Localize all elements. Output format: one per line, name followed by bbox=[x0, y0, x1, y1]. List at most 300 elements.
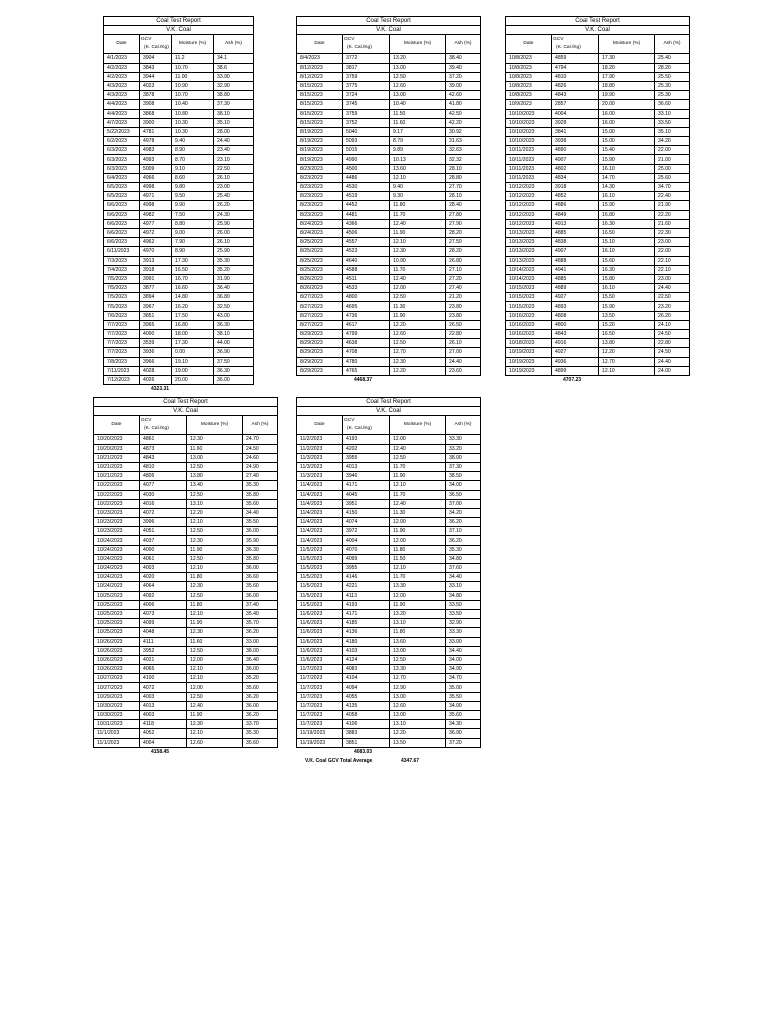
ash-cell: 34.40 bbox=[446, 646, 481, 655]
ash-cell: 36.20 bbox=[446, 536, 481, 545]
gcv-column-header bbox=[343, 35, 390, 54]
date-cell: 10/27/2023 bbox=[94, 674, 140, 683]
table-row bbox=[506, 339, 690, 348]
report-table-4-block bbox=[93, 397, 278, 757]
table-row bbox=[506, 72, 690, 81]
table-row bbox=[506, 210, 690, 219]
table-row bbox=[297, 481, 481, 490]
gcv-cell: 4171 bbox=[343, 609, 390, 618]
table-row bbox=[104, 219, 254, 228]
moisture-cell: 15.40 bbox=[599, 146, 655, 155]
moisture-cell: 12.20 bbox=[390, 729, 446, 738]
date-cell: 8/24/2023 bbox=[297, 219, 343, 228]
table-row bbox=[104, 63, 254, 72]
table-row bbox=[94, 490, 278, 499]
table-row bbox=[104, 54, 254, 63]
gcv-cell: 4885 bbox=[552, 228, 599, 237]
table-row bbox=[94, 573, 278, 582]
gcv-cell: 4064 bbox=[140, 582, 187, 591]
ash-cell: 28.00 bbox=[214, 127, 254, 136]
ash-cell: 35.30 bbox=[243, 481, 278, 490]
table-row bbox=[297, 183, 481, 192]
date-cell: 10/21/2023 bbox=[94, 472, 140, 481]
date-cell: 4/3/2023 bbox=[104, 81, 140, 90]
ash-cell: 28.20 bbox=[655, 63, 690, 72]
date-cell: 8/29/2023 bbox=[297, 366, 343, 375]
table-row bbox=[297, 238, 481, 247]
ash-cell: 21.20 bbox=[446, 293, 481, 302]
moisture-cell: 16.50 bbox=[599, 228, 655, 237]
table-row bbox=[297, 137, 481, 146]
date-cell: 7/11/2023 bbox=[104, 366, 140, 375]
table-row bbox=[506, 155, 690, 164]
table-row bbox=[297, 490, 481, 499]
table-row bbox=[297, 155, 481, 164]
moisture-cell: 12.60 bbox=[390, 81, 446, 90]
gcv-cell: 4849 bbox=[552, 210, 599, 219]
date-cell: 6/6/2023 bbox=[104, 238, 140, 247]
gcv-cell: 3877 bbox=[140, 284, 172, 293]
table-row bbox=[104, 72, 254, 81]
gcv-cell: 4977 bbox=[140, 219, 172, 228]
gcv-cell: 4800 bbox=[343, 293, 390, 302]
moisture-cell: 11.50 bbox=[390, 109, 446, 118]
date-cell: 7/6/2023 bbox=[104, 311, 140, 320]
moisture-cell: 13.00 bbox=[187, 453, 243, 462]
moisture-cell: 12.00 bbox=[390, 435, 446, 444]
moisture-cell: 13.00 bbox=[390, 692, 446, 701]
moisture-cell: 0.00 bbox=[172, 348, 214, 357]
table-row bbox=[297, 527, 481, 536]
ash-cell: 41.80 bbox=[446, 100, 481, 109]
table-row bbox=[104, 247, 254, 256]
table-row bbox=[104, 284, 254, 293]
date-cell: 11/5/2023 bbox=[297, 573, 343, 582]
table-row bbox=[94, 619, 278, 628]
table-row bbox=[94, 536, 278, 545]
ash-cell: 28.10 bbox=[446, 192, 481, 201]
table-row bbox=[297, 118, 481, 127]
table-row bbox=[94, 582, 278, 591]
date-cell: 10/19/2023 bbox=[506, 366, 552, 375]
supplier-name: V.K. Coal bbox=[297, 26, 481, 35]
ash-cell: 38.6 bbox=[214, 63, 254, 72]
ash-cell: 27.00 bbox=[446, 348, 481, 357]
ash-cell: 42.20 bbox=[446, 118, 481, 127]
gcv-cell: 4452 bbox=[343, 201, 390, 210]
report-title: Coal Test Report bbox=[297, 17, 481, 26]
table-row bbox=[94, 655, 278, 664]
gcv-cell: 4113 bbox=[343, 591, 390, 600]
table-row bbox=[104, 357, 254, 366]
ash-cell: 25.40 bbox=[655, 54, 690, 63]
gcv-cell: 4486 bbox=[343, 173, 390, 182]
ash-cell: 32.32 bbox=[446, 155, 481, 164]
table-row bbox=[506, 118, 690, 127]
gcv-cell: 4104 bbox=[343, 674, 390, 683]
table-row bbox=[297, 738, 481, 747]
gcv-cell: 4899 bbox=[552, 366, 599, 375]
date-cell: 10/24/2023 bbox=[94, 582, 140, 591]
date-cell: 8/15/2023 bbox=[297, 91, 343, 100]
coal-test-table bbox=[296, 16, 481, 376]
date-cell: 11/6/2023 bbox=[297, 628, 343, 637]
table-row bbox=[104, 109, 254, 118]
moisture-cell: 17.90 bbox=[599, 72, 655, 81]
ash-cell: 24.40 bbox=[214, 137, 254, 146]
ash-cell: 22.80 bbox=[655, 339, 690, 348]
gcv-cell: 4073 bbox=[140, 609, 187, 618]
date-cell: 8/19/2023 bbox=[297, 155, 343, 164]
moisture-cell: 12.10 bbox=[390, 238, 446, 247]
date-cell: 4/1/2023 bbox=[104, 54, 140, 63]
moisture-cell: 12.10 bbox=[599, 366, 655, 375]
table-row bbox=[297, 444, 481, 453]
table-row bbox=[104, 330, 254, 339]
ash-cell: 35.10 bbox=[655, 127, 690, 136]
ash-cell: 38.10 bbox=[214, 109, 254, 118]
ash-cell: 24.40 bbox=[655, 284, 690, 293]
gcv-cell: 4765 bbox=[343, 366, 390, 375]
moisture-cell: 8.70 bbox=[172, 155, 214, 164]
gcv-cell: 3913 bbox=[140, 256, 172, 265]
gcv-cell: 3817 bbox=[343, 63, 390, 72]
gcv-average-value: 4323.31 bbox=[151, 386, 170, 393]
table-row bbox=[297, 173, 481, 182]
table-row bbox=[297, 582, 481, 591]
gcv-cell: 4805 bbox=[140, 472, 187, 481]
moisture-cell: 12.20 bbox=[390, 366, 446, 375]
table-header-row bbox=[506, 35, 690, 54]
ash-cell: 34.70 bbox=[655, 183, 690, 192]
table-row bbox=[506, 137, 690, 146]
date-cell: 11/5/2023 bbox=[297, 600, 343, 609]
total-average-value: 4347.67 bbox=[401, 758, 420, 764]
date-cell: 4/2/2023 bbox=[104, 63, 140, 72]
date-cell: 6/3/2023 bbox=[104, 164, 140, 173]
date-cell: 6/5/2023 bbox=[104, 192, 140, 201]
moisture-cell: 12.50 bbox=[390, 72, 446, 81]
date-cell: 11/5/2023 bbox=[297, 564, 343, 573]
gcv-cell: 4013 bbox=[140, 701, 187, 710]
gcv-cell: 4100 bbox=[140, 674, 187, 683]
moisture-cell: 16.10 bbox=[599, 192, 655, 201]
ash-cell: 35.60 bbox=[243, 499, 278, 508]
supplier-name: V.K. Coal bbox=[104, 26, 254, 35]
moisture-cell: 18.80 bbox=[599, 81, 655, 90]
moisture-cell: 15.60 bbox=[599, 256, 655, 265]
gcv-header-line1: GCV bbox=[141, 418, 152, 424]
date-cell: 11/3/2023 bbox=[297, 453, 343, 462]
ash-cell: 22.50 bbox=[655, 293, 690, 302]
gcv-cell: 4873 bbox=[140, 444, 187, 453]
ash-column-header: Ash (%) bbox=[655, 35, 690, 54]
table-row bbox=[506, 330, 690, 339]
ash-cell: 35.20 bbox=[243, 674, 278, 683]
report-table-3-block bbox=[505, 16, 690, 385]
moisture-cell: 15.90 bbox=[599, 155, 655, 164]
ash-cell: 35.20 bbox=[214, 265, 254, 274]
date-cell: 10/11/2023 bbox=[506, 155, 552, 164]
ash-cell: 24.50 bbox=[655, 330, 690, 339]
date-cell: 11/7/2023 bbox=[297, 692, 343, 701]
ash-cell: 26.00 bbox=[214, 228, 254, 237]
ash-cell: 36.20 bbox=[446, 518, 481, 527]
ash-cell: 25.90 bbox=[214, 247, 254, 256]
gcv-cell: 4065 bbox=[140, 665, 187, 674]
gcv-cell: 5040 bbox=[343, 127, 390, 136]
ash-cell: 33.90 bbox=[214, 72, 254, 81]
table-row bbox=[506, 100, 690, 109]
gcv-cell: 4013 bbox=[343, 462, 390, 471]
gcv-header-line1: GCV bbox=[141, 37, 152, 43]
table-row bbox=[506, 284, 690, 293]
date-cell: 10/21/2023 bbox=[94, 462, 140, 471]
table-row bbox=[94, 711, 278, 720]
moisture-cell: 11.90 bbox=[187, 545, 243, 554]
date-cell: 10/27/2023 bbox=[94, 683, 140, 692]
date-cell: 11/2/2023 bbox=[297, 444, 343, 453]
moisture-cell: 15.50 bbox=[599, 293, 655, 302]
date-cell: 10/16/2023 bbox=[506, 320, 552, 329]
moisture-cell: 11.70 bbox=[390, 210, 446, 219]
ash-cell: 35.30 bbox=[214, 256, 254, 265]
date-cell: 11/4/2023 bbox=[297, 527, 343, 536]
table-row bbox=[104, 228, 254, 237]
ash-cell: 21.00 bbox=[655, 155, 690, 164]
moisture-cell: 19.90 bbox=[599, 91, 655, 100]
gcv-cell: 4135 bbox=[343, 701, 390, 710]
moisture-cell: 12.60 bbox=[390, 330, 446, 339]
ash-cell: 35.50 bbox=[243, 518, 278, 527]
coal-test-table bbox=[93, 397, 278, 748]
moisture-cell: 11.70 bbox=[390, 462, 446, 471]
date-cell: 10/11/2023 bbox=[506, 164, 552, 173]
moisture-cell: 12.00 bbox=[390, 536, 446, 545]
date-cell: 6/11/2023 bbox=[104, 247, 140, 256]
gcv-cell: 4780 bbox=[343, 357, 390, 366]
gcv-cell: 4998 bbox=[140, 201, 172, 210]
date-cell: 10/8/2023 bbox=[506, 72, 552, 81]
gcv-cell: 4519 bbox=[343, 192, 390, 201]
gcv-cell: 4072 bbox=[140, 683, 187, 692]
moisture-cell: 12.00 bbox=[187, 683, 243, 692]
table-row bbox=[94, 527, 278, 536]
moisture-cell: 11.70 bbox=[390, 490, 446, 499]
date-cell: 8/23/2023 bbox=[297, 192, 343, 201]
moisture-cell: 12.30 bbox=[390, 247, 446, 256]
date-cell: 10/22/2023 bbox=[94, 490, 140, 499]
gcv-cell: 4006 bbox=[140, 600, 187, 609]
table-row bbox=[297, 646, 481, 655]
moisture-cell: 9.89 bbox=[390, 146, 446, 155]
moisture-cell: 16.00 bbox=[599, 118, 655, 127]
gcv-cell: 4026 bbox=[140, 375, 172, 384]
date-cell: 10/25/2023 bbox=[94, 609, 140, 618]
ash-cell: 34.90 bbox=[446, 665, 481, 674]
table-row bbox=[104, 265, 254, 274]
date-cell: 8/15/2023 bbox=[297, 81, 343, 90]
ash-column-header: Ash (%) bbox=[214, 35, 254, 54]
gcv-cell: 4000 bbox=[140, 545, 187, 554]
moisture-cell: 16.70 bbox=[172, 274, 214, 283]
gcv-cell: 2857 bbox=[552, 100, 599, 109]
ash-cell: 35.40 bbox=[243, 609, 278, 618]
gcv-cell: 4978 bbox=[140, 137, 172, 146]
gcv-cell: 4106 bbox=[343, 720, 390, 729]
moisture-cell: 8.79 bbox=[390, 137, 446, 146]
ash-cell: 38.00 bbox=[446, 453, 481, 462]
date-cell: 10/25/2023 bbox=[94, 600, 140, 609]
gcv-cell: 4941 bbox=[552, 265, 599, 274]
moisture-cell: 12.70 bbox=[599, 357, 655, 366]
ash-cell: 34.20 bbox=[446, 508, 481, 517]
gcv-cell: 4843 bbox=[552, 91, 599, 100]
gcv-cell: 4074 bbox=[343, 518, 390, 527]
gcv-cell: 4058 bbox=[343, 711, 390, 720]
ash-cell: 23.20 bbox=[655, 302, 690, 311]
gcv-header-line2: (K. Cal./Kg) bbox=[347, 45, 372, 51]
moisture-cell: 9.80 bbox=[172, 183, 214, 192]
moisture-cell: 13.00 bbox=[390, 646, 446, 655]
moisture-cell: 16.60 bbox=[172, 284, 214, 293]
gcv-cell: 3972 bbox=[343, 527, 390, 536]
date-cell: 10/10/2023 bbox=[506, 118, 552, 127]
moisture-cell: 12.30 bbox=[187, 628, 243, 637]
date-cell: 8/27/2023 bbox=[297, 293, 343, 302]
table-row bbox=[104, 238, 254, 247]
moisture-cell: 15.90 bbox=[599, 302, 655, 311]
date-cell: 11/6/2023 bbox=[297, 655, 343, 664]
ash-cell: 24.60 bbox=[243, 453, 278, 462]
table-row bbox=[297, 508, 481, 517]
gcv-cell: 4695 bbox=[343, 302, 390, 311]
ash-cell: 25.30 bbox=[655, 81, 690, 90]
report-table-1-block bbox=[103, 16, 254, 394]
gcv-cell: 3724 bbox=[343, 91, 390, 100]
date-column-header: Date bbox=[104, 35, 140, 54]
table-row bbox=[506, 357, 690, 366]
gcv-cell: 4640 bbox=[343, 256, 390, 265]
table-row bbox=[94, 729, 278, 738]
date-cell: 8/29/2023 bbox=[297, 339, 343, 348]
table-row bbox=[297, 683, 481, 692]
ash-cell: 36.30 bbox=[214, 366, 254, 375]
ash-cell: 36.40 bbox=[243, 655, 278, 664]
gcv-cell: 4136 bbox=[343, 628, 390, 637]
ash-cell: 34.00 bbox=[446, 655, 481, 664]
date-cell: 10/13/2023 bbox=[506, 228, 552, 237]
moisture-cell: 12.00 bbox=[187, 655, 243, 664]
gcv-cell: 3952 bbox=[140, 646, 187, 655]
table-row bbox=[297, 219, 481, 228]
gcv-header-line2: (K. Cal./Kg) bbox=[347, 426, 372, 432]
gcv-cell: 3991 bbox=[140, 274, 172, 283]
table-row bbox=[104, 183, 254, 192]
table-row bbox=[506, 247, 690, 256]
moisture-cell: 16.10 bbox=[599, 164, 655, 173]
ash-cell: 34.00 bbox=[446, 481, 481, 490]
moisture-cell: 15.20 bbox=[599, 320, 655, 329]
date-cell: 10/23/2023 bbox=[94, 508, 140, 517]
gcv-cell: 4781 bbox=[140, 127, 172, 136]
moisture-cell: 12.10 bbox=[187, 674, 243, 683]
ash-cell: 23.60 bbox=[446, 366, 481, 375]
gcv-cell: 4021 bbox=[140, 655, 187, 664]
table-row bbox=[104, 256, 254, 265]
moisture-cell: 16.80 bbox=[599, 210, 655, 219]
gcv-cell: 4736 bbox=[343, 311, 390, 320]
moisture-cell: 12.30 bbox=[390, 357, 446, 366]
date-cell: 10/24/2023 bbox=[94, 536, 140, 545]
date-cell: 10/20/2023 bbox=[94, 444, 140, 453]
gcv-cell: 4617 bbox=[343, 320, 390, 329]
date-cell: 4/4/2023 bbox=[104, 100, 140, 109]
moisture-cell: 7.50 bbox=[172, 210, 214, 219]
table-row bbox=[94, 518, 278, 527]
moisture-cell: 12.50 bbox=[187, 646, 243, 655]
date-cell: 8/12/2023 bbox=[297, 72, 343, 81]
moisture-cell: 11.90 bbox=[187, 711, 243, 720]
table-row bbox=[94, 435, 278, 444]
ash-cell: 35.60 bbox=[243, 738, 278, 747]
ash-cell: 28.80 bbox=[446, 173, 481, 182]
ash-cell: 21.60 bbox=[655, 219, 690, 228]
date-cell: 11/1/2023 bbox=[94, 729, 140, 738]
table-row bbox=[297, 674, 481, 683]
table-row bbox=[297, 573, 481, 582]
table-row bbox=[506, 146, 690, 155]
ash-cell: 24.40 bbox=[446, 357, 481, 366]
table-header-row bbox=[94, 416, 278, 435]
ash-cell: 22.00 bbox=[655, 247, 690, 256]
table-row bbox=[506, 192, 690, 201]
moisture-cell: 12.10 bbox=[187, 665, 243, 674]
moisture-cell: 12.10 bbox=[187, 729, 243, 738]
gcv-cell: 4523 bbox=[343, 247, 390, 256]
ash-cell: 34.40 bbox=[243, 508, 278, 517]
ash-column-header: Ash (%) bbox=[446, 416, 481, 435]
moisture-column-header: Moisture (%) bbox=[599, 35, 655, 54]
date-cell: 7/4/2023 bbox=[104, 265, 140, 274]
table-row bbox=[94, 628, 278, 637]
gcv-cell: 4004 bbox=[140, 738, 187, 747]
date-cell: 10/13/2023 bbox=[506, 247, 552, 256]
date-cell: 11/4/2023 bbox=[297, 536, 343, 545]
gcv-cell: 4094 bbox=[343, 683, 390, 692]
moisture-cell: 12.50 bbox=[187, 591, 243, 600]
gcv-cell: 4533 bbox=[343, 284, 390, 293]
moisture-cell: 12.50 bbox=[187, 554, 243, 563]
moisture-cell: 12.20 bbox=[390, 320, 446, 329]
gcv-cell: 4506 bbox=[343, 228, 390, 237]
date-cell: 7/8/2023 bbox=[104, 357, 140, 366]
moisture-cell: 12.10 bbox=[187, 518, 243, 527]
ash-cell: 26.10 bbox=[214, 238, 254, 247]
date-cell: 10/26/2023 bbox=[94, 665, 140, 674]
moisture-cell: 13.50 bbox=[390, 738, 446, 747]
ash-cell: 26.10 bbox=[214, 173, 254, 182]
date-cell: 8/26/2023 bbox=[297, 274, 343, 283]
gcv-cell: 4885 bbox=[552, 274, 599, 283]
table-row bbox=[297, 619, 481, 628]
moisture-cell: 12.50 bbox=[390, 339, 446, 348]
ash-cell: 22.10 bbox=[655, 256, 690, 265]
table-row bbox=[94, 665, 278, 674]
moisture-cell: 12.60 bbox=[390, 701, 446, 710]
table-row bbox=[297, 600, 481, 609]
date-cell: 10/12/2023 bbox=[506, 210, 552, 219]
